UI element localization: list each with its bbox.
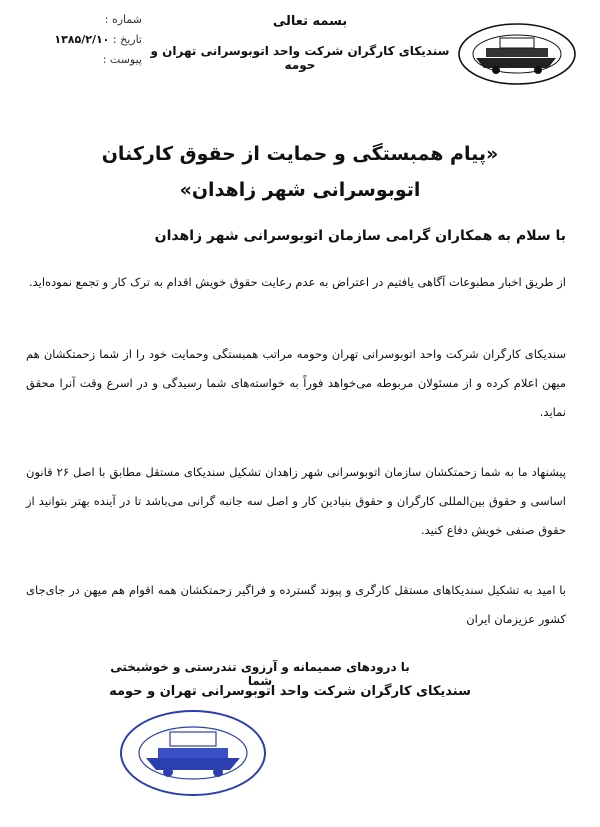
- number-label: شماره :: [104, 13, 142, 26]
- union-stamp: [118, 708, 268, 798]
- union-logo: [456, 18, 578, 86]
- paragraph-2: سندیکای کارگران شرکت واحد اتوبوسرانی تهران وحومه مراتب همبستگی وحمایت خود را از شما زحمتکشان هم میهن اعلام کرده و از مسئولان مربوطه می‌خواهد فوراً به خواسته‌های شما رسیدگی و در اسرع وقت آنرا محقق نماید.: [26, 347, 566, 419]
- greeting: با سلام به همکاران گرامی سازمان اتوبوسرانی شهر زاهدان: [154, 228, 566, 244]
- stamp-icon: [118, 708, 268, 798]
- attachment-label: پیوست :: [102, 53, 142, 66]
- letter-meta: [22, 10, 142, 70]
- paragraph-4: با امید به تشکیل سندیکاهای مستقل کارگری و پیوند گسترده و فراگیر زحمتکشان همه اقوام هم میهن در جای‌جای کشور عزیزمان ایران: [26, 583, 566, 626]
- paragraph-1: از طریق اخبار مطبوعات آگاهی یافتیم در اعتراض به عدم رعایت حقوق خویش اقدام به ترک کار و تجمع نموده‌اید.: [28, 275, 566, 289]
- date-row: [22, 30, 142, 50]
- date-label: تاریخ :: [112, 33, 142, 46]
- union-logo-icon: [456, 18, 578, 86]
- number-row: [22, 10, 142, 30]
- basmala: بسمه تعالی: [272, 14, 348, 29]
- paragraph-3: پیشنهاد ما به شما زحمتکشان سازمان اتوبوسرانی شهر زاهدان تشکیل سندیکای مستقل مطابق با اصل ۲۶ قانون اساسی و حقوق بین‌المللی کارگران و حقوق بنیادین کار و اصل سه جانبه گرانی می‌باشد تا در آینده بهتر بتوانید از حقوق صنفی خویش دفاع کنید.: [26, 465, 566, 537]
- attachment-row: [22, 50, 142, 70]
- union-name-header: سندیکای کارگران شرکت واحد اتوبوسرانی تهران و حومه: [150, 44, 450, 72]
- title-line-2: اتوبوسرانی شهر زاهدان»: [179, 179, 421, 201]
- letter-title: [80, 136, 520, 208]
- title-line-1: «پیام همبستگی و حمایت از حقوق کارکنان: [101, 143, 499, 165]
- closing-wishes: با درودهای صمیمانه و آرزوی تندرستی و خوشبختی شما: [110, 660, 410, 688]
- date-value: ۱۳۸۵/۲/۱۰: [54, 33, 110, 46]
- closing-signature: سندیکای کارگران شرکت واحد اتوبوسرانی تهران و حومه: [109, 684, 471, 699]
